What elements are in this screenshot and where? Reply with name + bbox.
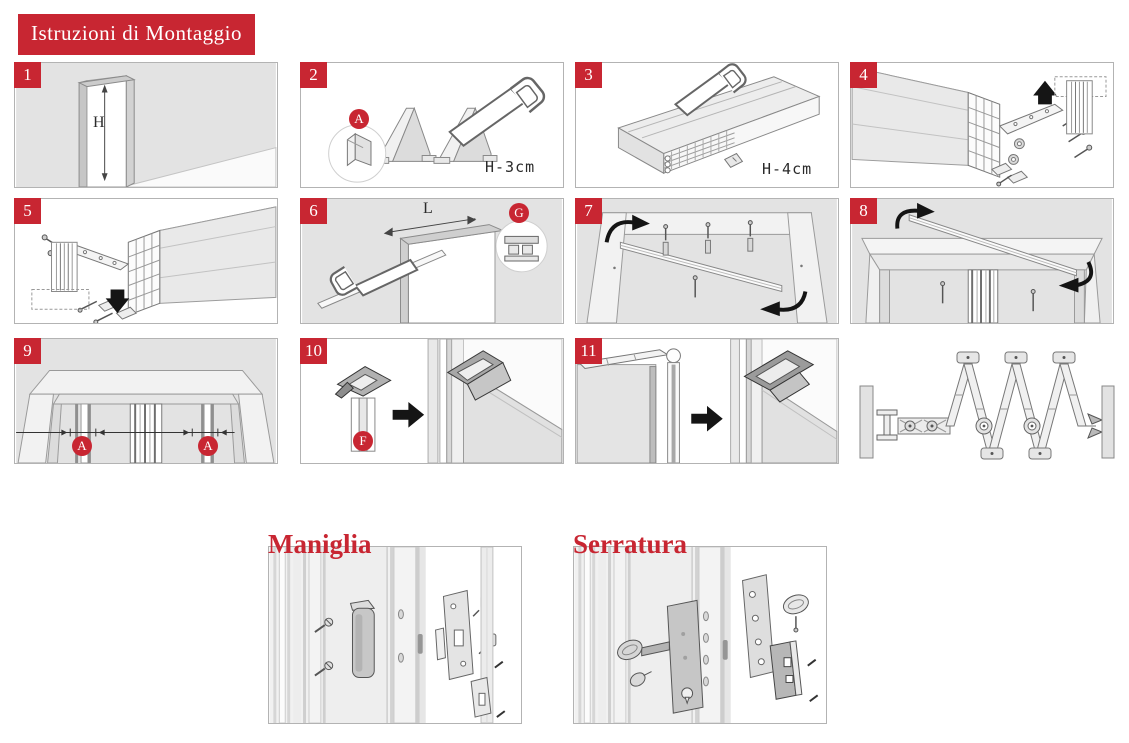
illustration-insert-corner-profile bbox=[301, 339, 563, 463]
handle-panel bbox=[268, 546, 522, 724]
step-number-badge: 9 bbox=[14, 338, 41, 364]
height-label: H bbox=[93, 114, 105, 131]
illustration-bottom-bracket bbox=[15, 199, 277, 323]
folding-door-plan-diagram bbox=[850, 338, 1115, 464]
step-panel-6 bbox=[300, 198, 564, 324]
illustration-center-door bbox=[15, 339, 277, 463]
step-panel-8 bbox=[850, 198, 1114, 324]
step-panel-11 bbox=[575, 338, 839, 464]
part-a-badge: A bbox=[198, 436, 218, 456]
illustration-plan-view bbox=[850, 338, 1115, 464]
step-panel-7 bbox=[575, 198, 839, 324]
part-g-badge: G bbox=[509, 203, 529, 223]
step-panel-3 bbox=[575, 62, 839, 188]
step-number-badge: 8 bbox=[850, 198, 877, 224]
page-title: Istruzioni di Montaggio bbox=[18, 14, 255, 55]
illustration-top-bracket bbox=[851, 63, 1113, 187]
step-number-badge: 4 bbox=[850, 62, 877, 88]
step-number-badge: 5 bbox=[14, 198, 41, 224]
step-panel-5 bbox=[14, 198, 278, 324]
cut-length-label: H-4cm bbox=[762, 160, 813, 178]
step-panel-10 bbox=[300, 338, 564, 464]
illustration-handle-installation bbox=[269, 547, 521, 723]
width-label: L bbox=[423, 200, 433, 217]
step-number-badge: 7 bbox=[575, 198, 602, 224]
illustration-lock-installation bbox=[574, 547, 826, 723]
part-a-badge: A bbox=[72, 436, 92, 456]
step-number-badge: 10 bbox=[300, 338, 327, 364]
step-number-badge: 1 bbox=[14, 62, 41, 88]
part-a-badge: A bbox=[349, 109, 369, 129]
cut-length-label: H-3cm bbox=[485, 158, 536, 176]
step-panel-9 bbox=[14, 338, 278, 464]
illustration-hook-hinge-edge bbox=[576, 339, 838, 463]
step-number-badge: 3 bbox=[575, 62, 602, 88]
illustration-tilt-track bbox=[576, 199, 838, 323]
illustration-door-height bbox=[15, 63, 277, 187]
illustration-rotate-track-door bbox=[851, 199, 1113, 323]
section-title-handle: Maniglia bbox=[268, 529, 372, 560]
step-panel-2 bbox=[300, 62, 564, 188]
step-number-badge: 2 bbox=[300, 62, 327, 88]
part-f-badge: F bbox=[353, 431, 373, 451]
step-panel-1 bbox=[14, 62, 278, 188]
step-number-badge: 11 bbox=[575, 338, 602, 364]
lock-panel bbox=[573, 546, 827, 724]
step-panel-4 bbox=[850, 62, 1114, 188]
section-title-lock: Serratura bbox=[573, 529, 687, 560]
step-number-badge: 6 bbox=[300, 198, 327, 224]
